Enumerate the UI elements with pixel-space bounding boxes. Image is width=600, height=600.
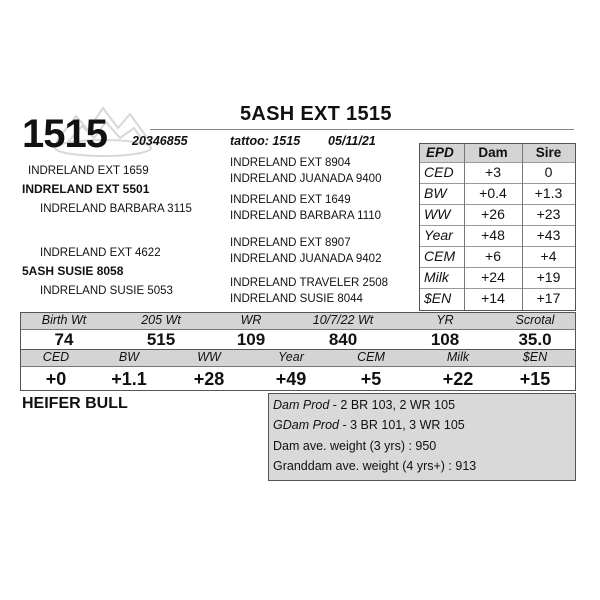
dam-prod-value: - 2 BR 103, 2 WR 105	[329, 398, 456, 412]
pedigree-sdd: INDRELAND BARBARA 1110	[230, 210, 382, 222]
dam-production-box	[268, 393, 576, 481]
epd-dam-value: +26	[481, 206, 505, 222]
sex-class: HEIFER BULL	[22, 395, 128, 412]
epd-row-label: BW	[424, 185, 447, 201]
performance-value: 35.0	[518, 330, 552, 349]
granddam-ave-weight: Granddam ave. weight (4 yrs+) : 913	[273, 459, 477, 473]
pedigree-dsd: INDRELAND JUANADA 9402	[230, 253, 382, 265]
performance-labels	[21, 313, 575, 330]
epd-sire-value: +1.3	[534, 185, 563, 201]
pedigree-dam: 5ASH SUSIE 8058	[22, 264, 124, 278]
title-divider	[150, 129, 574, 130]
registration-number: 20346855	[132, 134, 188, 148]
birth-date: 05/11/21	[328, 134, 376, 148]
pedigree-sds: INDRELAND EXT 1649	[230, 194, 351, 206]
animal-epd-label: Milk	[446, 350, 470, 364]
tattoo: tattoo: 1515	[230, 134, 301, 148]
epd-dam-value: +0.4	[479, 185, 507, 201]
gdam-prod-value: - 3 BR 101, 3 WR 105	[339, 418, 465, 432]
pedigree-dam-dam: INDRELAND SUSIE 5053	[40, 285, 173, 297]
performance-value: 515	[146, 330, 176, 349]
animal-epd-value: +49	[275, 369, 307, 389]
dam-ave-weight: Dam ave. weight (3 yrs) : 950	[273, 439, 437, 453]
epd-sire-value: 0	[544, 164, 553, 180]
epd-row-label: CEM	[424, 248, 456, 264]
animal-epd-label: BW	[118, 350, 140, 364]
animal-epd-label: WW	[197, 350, 221, 364]
pedigree-dds: INDRELAND TRAVELER 2508	[230, 277, 389, 289]
epd-header-sire: Sire	[535, 145, 562, 160]
epd-sire-value: +43	[536, 227, 561, 243]
dam-prod-label: Dam Prod	[273, 398, 330, 412]
performance-label: Birth Wt	[41, 313, 87, 327]
animal-epd-label: CEM	[357, 350, 385, 364]
pedigree-sire-sire: INDRELAND EXT 1659	[28, 165, 149, 177]
epd-table	[419, 143, 576, 311]
epd-header-label: EPD	[426, 145, 454, 160]
animal-epd-value: +15	[519, 369, 551, 389]
gdam-prod-label: GDam Prod	[273, 418, 339, 432]
performance-label: YR	[436, 313, 454, 327]
gdam-prod-line	[273, 418, 465, 432]
pedigree-ddd: INDRELAND SUSIE 8044	[230, 293, 363, 305]
performance-label: Scrotal	[515, 313, 555, 327]
pedigree-ssd: INDRELAND JUANADA 9400	[230, 173, 382, 185]
epd-dam-value: +3	[485, 164, 501, 180]
epd-sire-value: +17	[536, 290, 561, 306]
animal-epd-value: +22	[442, 369, 474, 389]
animal-epd-label: Year	[278, 350, 304, 364]
epd-header-dam: Dam	[478, 145, 508, 160]
epd-sire-value: +19	[536, 269, 561, 285]
animal-epd-value: +0	[45, 369, 67, 389]
performance-value: 108	[430, 330, 460, 349]
pedigree-dss: INDRELAND EXT 8907	[230, 237, 351, 249]
performance-bar	[20, 312, 576, 350]
pedigree-sire: INDRELAND EXT 5501	[22, 182, 150, 196]
animal-name: 5ASH EXT 1515	[240, 103, 392, 125]
epd-row-label: $EN	[424, 290, 452, 306]
epd-sire-value: +4	[540, 248, 557, 264]
performance-value: 840	[328, 330, 358, 349]
lot-number: 1515	[22, 112, 107, 156]
epd-row-label: WW	[424, 206, 451, 222]
pedigree-dam-sire: INDRELAND EXT 4622	[40, 247, 161, 259]
pedigree-sss: INDRELAND EXT 8904	[230, 157, 351, 169]
epd-dam-value: +14	[481, 290, 505, 306]
epd-sire-value: +23	[536, 206, 561, 222]
pedigree-sire-dam: INDRELAND BARBARA 3115	[40, 203, 192, 215]
performance-label: 205 Wt	[141, 313, 181, 327]
animal-epd-bar	[20, 349, 576, 391]
animal-epd-value: +28	[193, 369, 225, 389]
animal-epd-label: $EN	[522, 350, 548, 364]
performance-label: WR	[240, 313, 262, 327]
performance-label: 10/7/22 Wt	[312, 313, 374, 327]
performance-value: 109	[236, 330, 266, 349]
animal-epd-value: +1.1	[111, 369, 147, 389]
epd-dam-value: +24	[481, 269, 505, 285]
epd-row-label: CED	[424, 164, 454, 180]
dam-prod-line	[273, 398, 455, 412]
epd-row-label: Year	[424, 227, 453, 243]
animal-epd-label: CED	[42, 350, 70, 364]
animal-epd-value: +5	[360, 369, 382, 389]
epd-dam-value: +6	[485, 248, 501, 264]
epd-row-label: Milk	[424, 269, 449, 285]
performance-value: 74	[54, 330, 74, 349]
epd-dam-value: +48	[481, 227, 505, 243]
